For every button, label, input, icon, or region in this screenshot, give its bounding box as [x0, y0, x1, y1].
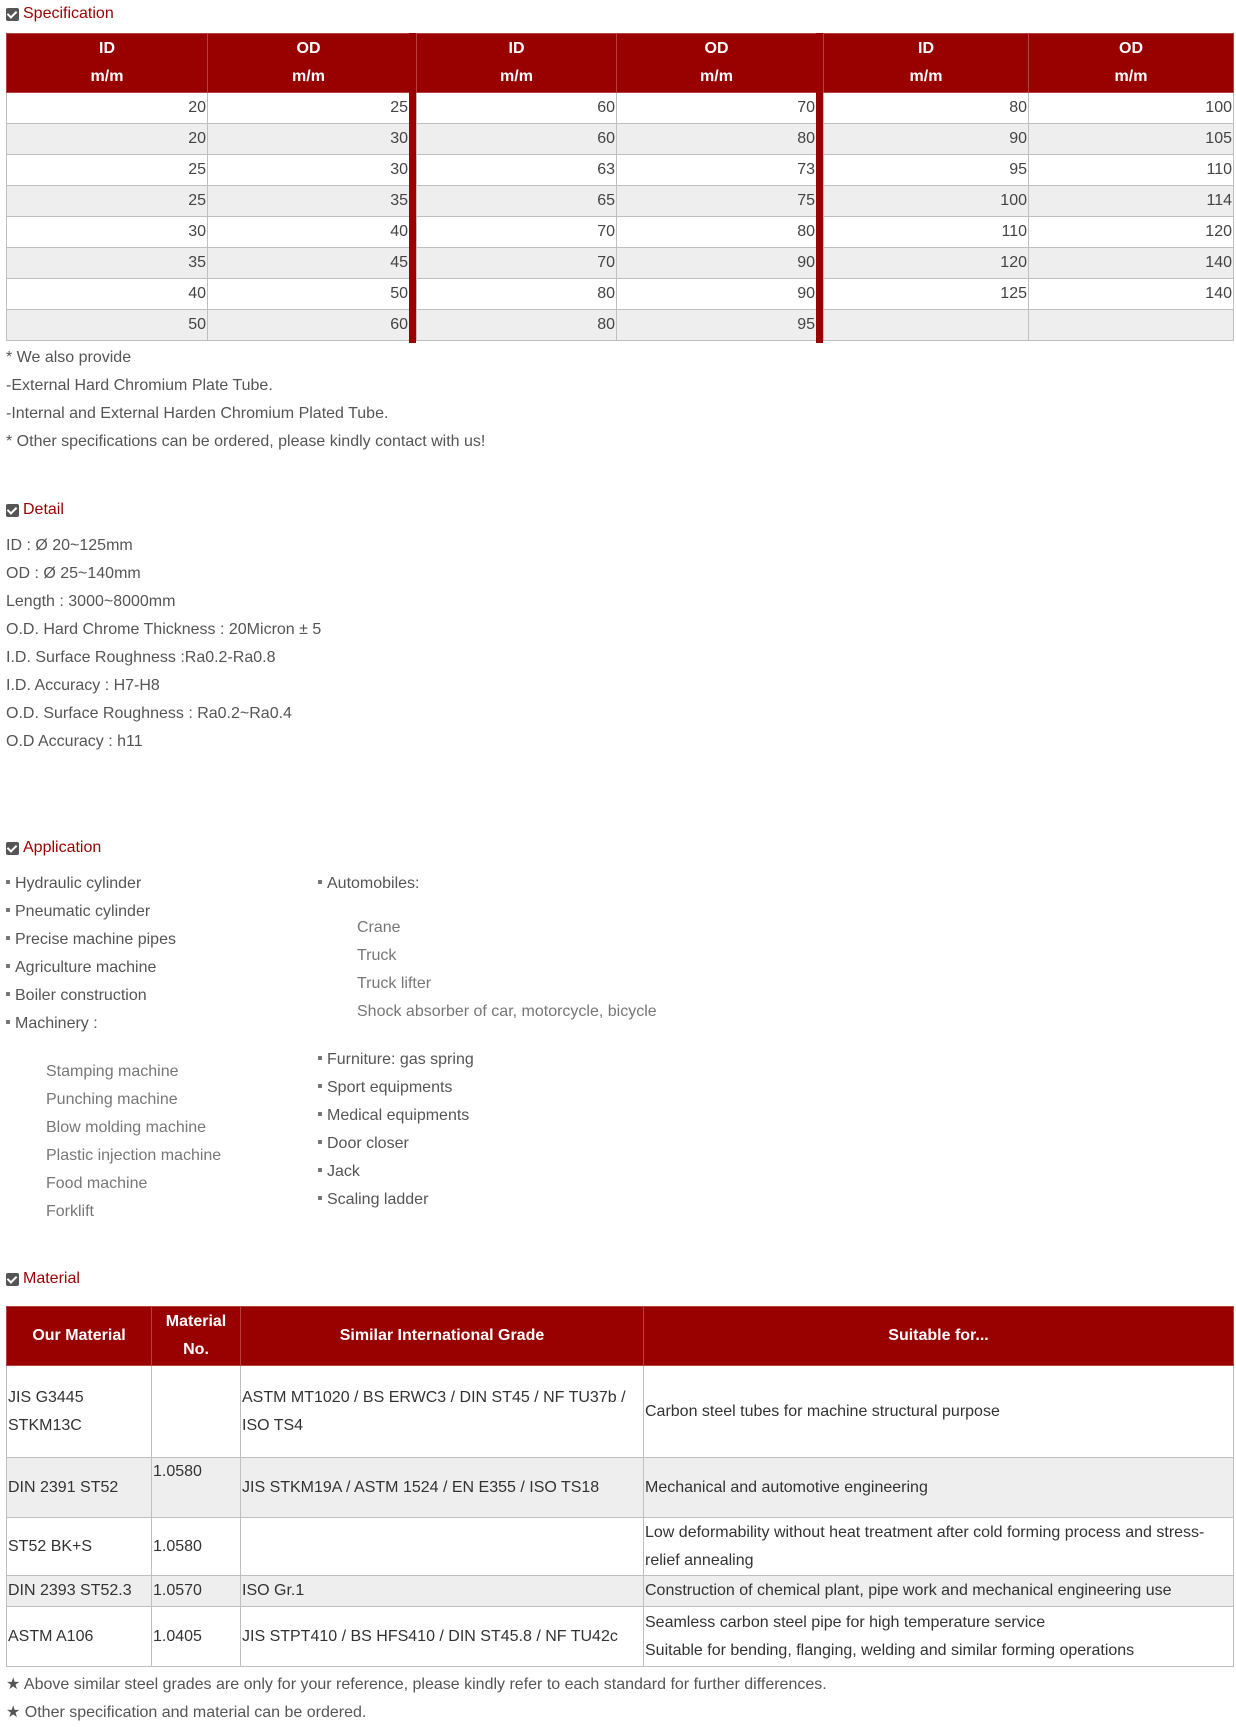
material-table	[6, 1306, 1234, 1667]
bullet-text: Door closer	[327, 1135, 409, 1152]
detail-title: Detail	[23, 501, 64, 518]
automobile-subitem: Crane	[357, 919, 401, 936]
bullet-square-icon	[318, 1196, 322, 1200]
bullet-square-icon	[318, 1056, 322, 1060]
material-footnote: ★ Above similar steel grades are only for your reference, please kindly refer to each standard for further differences.	[6, 1676, 827, 1693]
bullet-text: Precise machine pipes	[15, 931, 176, 948]
spec-note: -External Hard Chromium Plate Tube.	[6, 377, 273, 394]
bullet-text: Boiler construction	[15, 987, 147, 1004]
bullet-square-icon	[318, 1084, 322, 1088]
machinery-subitem: Stamping machine	[46, 1063, 179, 1080]
od-cell: 60	[208, 310, 410, 341]
spec-table	[823, 33, 1234, 341]
checkbox-icon	[6, 1273, 19, 1286]
machinery-subitem: Food machine	[46, 1175, 148, 1192]
table-row	[417, 217, 817, 248]
application-heading	[6, 838, 101, 858]
material-no-cell: 1.0570	[152, 1576, 241, 1607]
checkbox-icon	[6, 504, 19, 517]
bullet-square-icon	[6, 1020, 10, 1024]
header-unit: m/m	[292, 68, 325, 85]
similar-grade-cell: JIS STKM19A / ASTM 1524 / EN E355 / ISO TS18	[241, 1458, 644, 1518]
material-no-cell: 1.0405	[152, 1607, 241, 1667]
id-cell: 30	[7, 217, 208, 248]
detail-line: I.D. Surface Roughness :Ra0.2-Ra0.8	[6, 649, 276, 666]
header-label: ID	[508, 40, 525, 57]
material-no-cell: 1.0580	[152, 1518, 241, 1576]
bullet-square-icon	[6, 936, 10, 940]
id-cell: 63	[417, 155, 617, 186]
material-title: Material	[23, 1270, 80, 1287]
application-item	[318, 1186, 428, 1214]
table-row	[417, 248, 817, 279]
table-divider	[409, 33, 416, 343]
bullet-text: Jack	[327, 1163, 360, 1180]
suitable-for-cell: Construction of chemical plant, pipe work and mechanical engineering use	[644, 1576, 1234, 1607]
od-cell: 100	[1029, 93, 1234, 124]
bullet-text: Automobiles:	[327, 875, 420, 892]
header-unit: m/m	[1114, 68, 1148, 85]
spec-note: * Other specifications can be ordered, please kindly contact with us!	[6, 433, 486, 450]
application-item	[318, 1046, 474, 1074]
application-item	[6, 954, 156, 982]
table-row	[824, 248, 1234, 279]
bullet-square-icon	[6, 992, 10, 996]
od-cell: 70	[617, 93, 817, 124]
id-cell: 40	[7, 279, 208, 310]
table-row	[824, 155, 1234, 186]
id-cell: 125	[824, 279, 1029, 310]
id-cell: 100	[824, 186, 1029, 217]
material-footnote: ★ Other specification and material can be ordered.	[6, 1704, 367, 1721]
header-id	[7, 34, 208, 93]
table-row	[7, 1366, 1234, 1458]
application-item	[6, 982, 147, 1010]
od-cell: 140	[1029, 248, 1234, 279]
application-title: Application	[23, 839, 102, 856]
bullet-square-icon	[318, 880, 322, 884]
od-cell: 90	[617, 248, 817, 279]
table-row	[417, 186, 817, 217]
header-material-no: Material No.	[152, 1307, 241, 1366]
id-cell: 80	[824, 93, 1029, 124]
machinery-subitem: Plastic injection machine	[46, 1147, 222, 1164]
header-similar-grade: Similar International Grade	[241, 1307, 644, 1366]
spec-table	[6, 33, 410, 341]
header-unit: m/m	[909, 68, 943, 85]
suitable-for-cell: Seamless carbon steel pipe for high temperature service Suitable for bending, flanging, welding and similar forming operations	[644, 1607, 1234, 1667]
our-material-cell: JIS G3445 STKM13C	[7, 1366, 152, 1458]
specification-title: Specification	[23, 5, 114, 22]
id-cell: 80	[417, 310, 617, 341]
table-row	[417, 310, 817, 341]
table-row	[7, 217, 410, 248]
bullet-square-icon	[6, 880, 10, 884]
material-no-cell: 1.0580	[152, 1458, 241, 1518]
bullet-text: Scaling ladder	[327, 1191, 429, 1208]
application-item	[318, 1158, 360, 1186]
similar-grade-cell: JIS STPT410 / BS HFS410 / DIN ST45.8 / NF TU42c	[241, 1607, 644, 1667]
id-cell: 65	[417, 186, 617, 217]
id-cell: 20	[7, 124, 208, 155]
od-cell: 80	[617, 124, 817, 155]
application-item	[318, 1130, 409, 1158]
bullet-text: Machinery :	[15, 1015, 98, 1032]
table-row	[7, 1518, 1234, 1576]
table-row	[7, 1576, 1234, 1607]
od-cell: 80	[617, 217, 817, 248]
suitable-for-cell: Low deformability without heat treatment after cold forming process and stress- relief annealing	[644, 1518, 1234, 1576]
table-row	[417, 93, 817, 124]
od-cell: 110	[1029, 155, 1234, 186]
id-cell: 90	[824, 124, 1029, 155]
application-item	[318, 1074, 452, 1102]
specification-heading	[6, 4, 114, 24]
table-row	[7, 124, 410, 155]
bullet-square-icon	[6, 908, 10, 912]
table-row	[7, 279, 410, 310]
detail-line: ID : Ø 20~125mm	[6, 537, 133, 554]
suitable-for-cell: Mechanical and automotive engineering	[644, 1458, 1234, 1518]
bullet-square-icon	[318, 1140, 322, 1144]
header-label: OD	[296, 40, 321, 57]
header-od	[617, 34, 817, 93]
machinery-subitem: Punching machine	[46, 1091, 178, 1108]
id-cell: 95	[824, 155, 1029, 186]
our-material-cell: ST52 BK+S	[7, 1518, 152, 1576]
id-cell: 110	[824, 217, 1029, 248]
table-row	[7, 186, 410, 217]
application-item	[6, 898, 150, 926]
spec-note: -Internal and External Harden Chromium Plated Tube.	[6, 405, 389, 422]
bullet-text: Agriculture machine	[15, 959, 157, 976]
material-heading	[6, 1269, 80, 1289]
header-our-material: Our Material	[7, 1307, 152, 1366]
detail-heading	[6, 500, 64, 520]
automobile-subitem: Shock absorber of car, motorcycle, bicycle	[357, 1003, 657, 1020]
header-id	[417, 34, 617, 93]
header-label: OD	[1119, 40, 1143, 57]
id-cell: 60	[417, 124, 617, 155]
table-row	[7, 248, 410, 279]
id-cell: 60	[417, 93, 617, 124]
application-item	[318, 1102, 469, 1130]
table-row	[824, 186, 1234, 217]
table-row	[824, 310, 1234, 341]
application-item	[6, 926, 176, 954]
application-item	[6, 1010, 98, 1038]
id-cell: 70	[417, 217, 617, 248]
similar-grade-cell	[241, 1518, 644, 1576]
table-row	[417, 124, 817, 155]
bullet-text: Hydraulic cylinder	[15, 875, 142, 892]
header-unit: m/m	[500, 68, 533, 85]
detail-line: I.D. Accuracy : H7-H8	[6, 677, 160, 694]
machinery-subitem: Blow molding machine	[46, 1119, 207, 1136]
suitable-for-cell: Carbon steel tubes for machine structural purpose	[644, 1366, 1234, 1458]
header-label: OD	[704, 40, 729, 57]
od-cell: 45	[208, 248, 410, 279]
automobile-subitem: Truck	[357, 947, 397, 964]
similar-grade-cell: ASTM MT1020 / BS ERWC3 / DIN ST45 / NF TU37b / ISO TS4	[241, 1366, 644, 1458]
similar-grade-cell: ISO Gr.1	[241, 1576, 644, 1607]
detail-line: Length : 3000~8000mm	[6, 593, 176, 610]
table-row	[824, 124, 1234, 155]
table-row	[7, 1607, 1234, 1667]
od-cell: 105	[1029, 124, 1234, 155]
table-row	[824, 279, 1234, 310]
table-row	[7, 1458, 1234, 1518]
header-unit: m/m	[700, 68, 733, 85]
od-cell: 40	[208, 217, 410, 248]
od-cell: 73	[617, 155, 817, 186]
od-cell: 120	[1029, 217, 1234, 248]
table-row	[7, 310, 410, 341]
detail-line: O.D. Hard Chrome Thickness : 20Micron ± 5	[6, 621, 322, 638]
checkbox-icon	[6, 842, 19, 855]
od-cell: 30	[208, 155, 410, 186]
od-cell	[1029, 310, 1234, 341]
table-row	[7, 155, 410, 186]
bullet-square-icon	[318, 1168, 322, 1172]
id-cell: 120	[824, 248, 1029, 279]
header-label: ID	[918, 40, 934, 57]
our-material-cell: DIN 2393 ST52.3	[7, 1576, 152, 1607]
od-cell: 114	[1029, 186, 1234, 217]
od-cell: 90	[617, 279, 817, 310]
bullet-text: Sport equipments	[327, 1079, 453, 1096]
od-cell: 75	[617, 186, 817, 217]
id-cell: 35	[7, 248, 208, 279]
id-cell: 80	[417, 279, 617, 310]
header-unit: m/m	[90, 68, 124, 85]
table-row	[417, 155, 817, 186]
bullet-text: Pneumatic cylinder	[15, 903, 151, 920]
od-cell: 35	[208, 186, 410, 217]
detail-line: O.D. Surface Roughness : Ra0.2~Ra0.4	[6, 705, 292, 722]
bullet-text: Furniture: gas spring	[327, 1051, 474, 1068]
application-item	[6, 870, 141, 898]
od-cell: 25	[208, 93, 410, 124]
id-cell: 25	[7, 186, 208, 217]
table-row	[824, 93, 1234, 124]
bullet-square-icon	[318, 1112, 322, 1116]
detail-line: O.D Accuracy : h11	[6, 733, 143, 750]
header-label: ID	[99, 40, 115, 57]
our-material-cell: ASTM A106	[7, 1607, 152, 1667]
od-cell: 50	[208, 279, 410, 310]
id-cell: 50	[7, 310, 208, 341]
od-cell: 30	[208, 124, 410, 155]
header-id	[824, 34, 1029, 93]
material-no-cell	[152, 1366, 241, 1458]
bullet-square-icon	[6, 964, 10, 968]
machinery-subitem: Forklift	[46, 1203, 94, 1220]
id-cell: 70	[417, 248, 617, 279]
table-divider	[816, 33, 823, 343]
bullet-text: Medical equipments	[327, 1107, 470, 1124]
od-cell: 95	[617, 310, 817, 341]
spec-table	[416, 33, 817, 341]
our-material-cell: DIN 2391 ST52	[7, 1458, 152, 1518]
id-cell: 20	[7, 93, 208, 124]
checkbox-icon	[6, 8, 19, 21]
table-row	[417, 279, 817, 310]
header-od	[1029, 34, 1234, 93]
table-row	[824, 217, 1234, 248]
table-row	[7, 93, 410, 124]
spec-note: * We also provide	[6, 349, 132, 366]
header-suitable-for: Suitable for...	[644, 1307, 1234, 1366]
detail-line: OD : Ø 25~140mm	[6, 565, 141, 582]
id-cell	[824, 310, 1029, 341]
application-item-automobiles	[318, 870, 420, 898]
id-cell: 25	[7, 155, 208, 186]
od-cell: 140	[1029, 279, 1234, 310]
header-od	[208, 34, 410, 93]
automobile-subitem: Truck lifter	[357, 975, 432, 992]
